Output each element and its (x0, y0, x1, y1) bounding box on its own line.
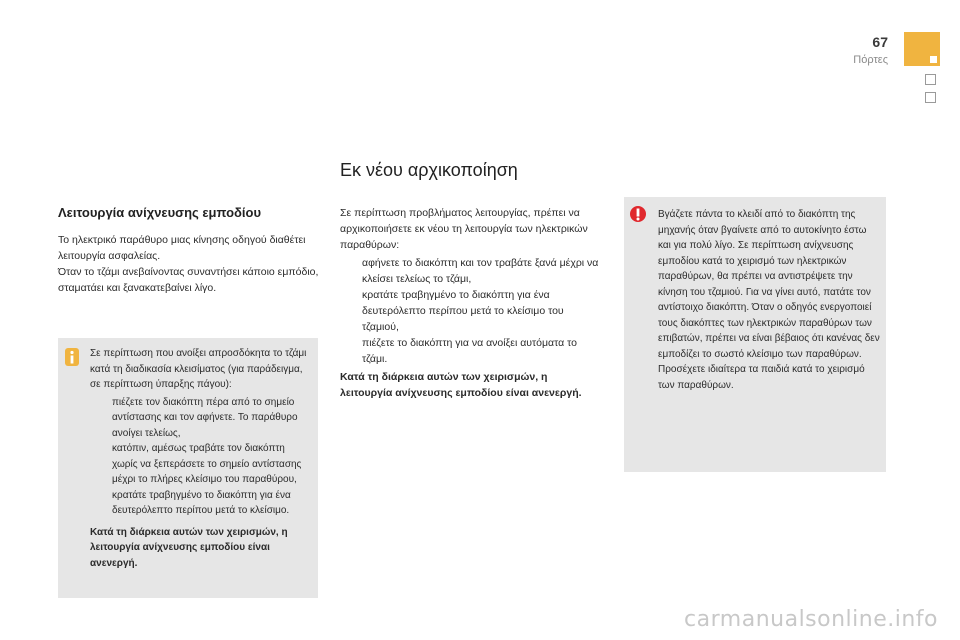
middle-column (340, 205, 602, 401)
list-item: πιέζετε τον διακόπτη πέρα από το σημείο αντίστασης και τον αφήνετε. Το παράθυρο ανοίγει τελείως, (112, 396, 298, 439)
list-item: πιέζετε το διακόπτη για να ανοίξει αυτόματα το τζάμι. (362, 337, 577, 365)
watermark: carmanualsonline.info (684, 607, 938, 632)
list-item: κατόπιν, αμέσως τραβάτε τον διακόπτη χωρίς να ξεπεράσετε το σημείο αντίστασης μέχρι το πλήρες κλείσιμο του παραθύρου, (112, 443, 302, 485)
paragraph: Όταν το τζάμι ανεβαίνοντας συναντήσει κάποιο εμπόδιο, σταματάει και ξανακατεβαίνει λίγο. (58, 266, 319, 294)
section-heading: Λειτουργία ανίχνευσης εμποδίου (58, 205, 262, 220)
list-item: κρατάτε τραβηγμένο το διακόπτη για ένα δευτερόλεπτο περίπου μετά το κλείσιμο. (112, 489, 291, 516)
warning-text: Βγάζετε πάντα το κλειδί από το διακόπτη της μηχανής όταν βγαίνετε από το αυτοκίνητο έστω και για πολύ λίγο. Σε περίπτωση ανίχνευσης εμποδίου κατά το χειρισμό των ηλεκτρικών παραθύρων, θα πρέπει να αντιστρέψετε την κίνηση του τζαμιού. Για να γίνει αυτό, πατάτε τον αντίστοιχο διακόπτη. Όταν ο οδηγός ενεργοποιεί τους διακόπτες των ηλεκτρικών παραθύρων των επιβατών, πρέπει να είναι βέβαιος ότι κανένας δεν εμποδίζει το σωστό κλείσιμο των παραθύρων. Προσέχετε ιδιαίτερα τα παιδιά κατά το χειρισμό των παραθύρων. (658, 209, 880, 391)
warning-box (624, 197, 886, 472)
page-number: 67 (872, 34, 888, 50)
info-warning: Κατά τη διάρκεια αυτών των χειρισμών, η λειτουργία ανίχνευσης εμποδίου είναι ανενεργή. (90, 526, 288, 569)
info-icon (64, 348, 80, 366)
chapter-tab[interactable] (925, 74, 936, 85)
list-item: αφήνετε το διακόπτη και τον τραβάτε ξανά μέχρι να κλείσει τελείως το τζάμι, (362, 257, 599, 285)
chapter-tab-active[interactable] (904, 32, 940, 66)
paragraph: Σε περίπτωση προβλήματος λειτουργίας, πρέπει να αρχικοποιήσετε εκ νέου τη λειτουργία των ηλεκτρικών παραθύρων: (340, 207, 588, 251)
chapter-tab[interactable] (925, 92, 936, 103)
section-title: Πόρτες (853, 54, 888, 66)
paragraph: Το ηλεκτρικό παράθυρο μιας κίνησης οδηγού διαθέτει λειτουργία ασφαλείας. (58, 234, 306, 262)
info-intro: Σε περίπτωση που ανοίξει απροσδόκητα το τζάμι κατά τη διαδικασία κλεισίματος (για παράδειγμα, σε περίπτωση ύπαρξης πάγου): (90, 348, 307, 390)
info-box (58, 338, 318, 598)
page-title: Εκ νέου αρχικοποίηση (340, 160, 518, 180)
warning-icon (630, 205, 646, 223)
list-item: κρατάτε τραβηγμένο το διακόπτη για ένα δευτερόλεπτο περίπου μετά το κλείσιμο του τζαμιού, (362, 289, 564, 333)
left-column (58, 205, 320, 296)
reset-warning: Κατά τη διάρκεια αυτών των χειρισμών, η λειτουργία ανίχνευσης εμποδίου είναι ανενεργή. (340, 371, 582, 399)
